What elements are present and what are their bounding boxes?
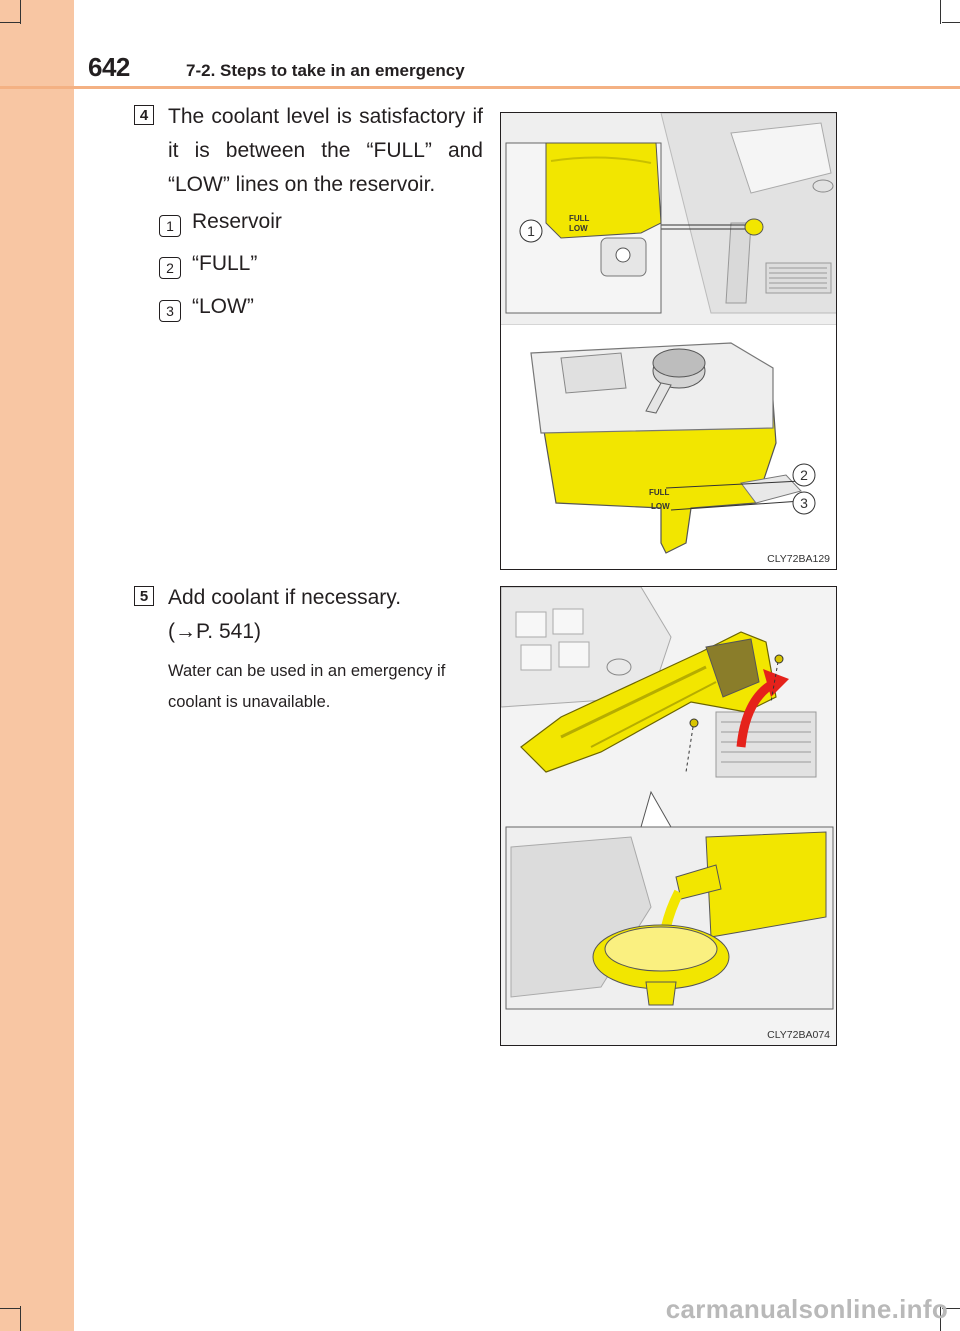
crop-mark-bl-h <box>0 1308 20 1309</box>
crop-mark-tr-v <box>940 0 941 24</box>
reservoir-low-mark: LOW <box>651 502 670 511</box>
figure-code-1: CLY72BA129 <box>767 553 830 565</box>
crop-mark-tl-v <box>20 0 21 24</box>
inset-full-mark: FULL <box>569 214 590 223</box>
page-sidebar <box>0 0 74 1331</box>
step-5-reference: (→P. 541) <box>168 620 261 643</box>
legend-badge-1: 1 <box>159 215 181 237</box>
figure-callout-1: 1 <box>527 223 535 239</box>
add-coolant-illustration <box>500 586 837 1046</box>
crop-mark-tl-h <box>0 22 20 23</box>
figure-callout-3: 3 <box>800 495 808 511</box>
coolant-reservoir-illustration <box>500 112 837 570</box>
reservoir-full-mark: FULL <box>649 488 670 497</box>
step-5-badge: 5 <box>134 586 154 606</box>
inset-low-mark: LOW <box>569 224 588 233</box>
step-4-text: The coolant level is satisfactory if it is between the “FULL” and “LOW” lines on the reservoir. <box>168 105 483 196</box>
header-rule <box>0 86 960 89</box>
watermark: carmanualsonline.info <box>665 1294 948 1324</box>
legend-badge-2: 2 <box>159 257 181 279</box>
step-4-badge: 4 <box>134 105 154 125</box>
step-5-note: Water can be used in an emergency if coolant is unavailable. <box>168 662 446 711</box>
legend-label-low: “LOW” <box>192 295 254 318</box>
figure-callout-2: 2 <box>800 467 808 483</box>
step-5-text: Add coolant if necessary. <box>168 586 402 609</box>
crop-mark-tr-h <box>942 22 960 23</box>
legend-badge-3: 3 <box>159 300 181 322</box>
crop-mark-bl-v <box>20 1306 21 1331</box>
figure-code-2: CLY72BA074 <box>767 1029 830 1041</box>
section-title: 7-2. Steps to take in an emergency <box>186 61 465 80</box>
legend-label-full: “FULL” <box>192 252 258 275</box>
legend-label-reservoir: Reservoir <box>192 210 282 233</box>
page-number: 642 <box>88 52 130 82</box>
